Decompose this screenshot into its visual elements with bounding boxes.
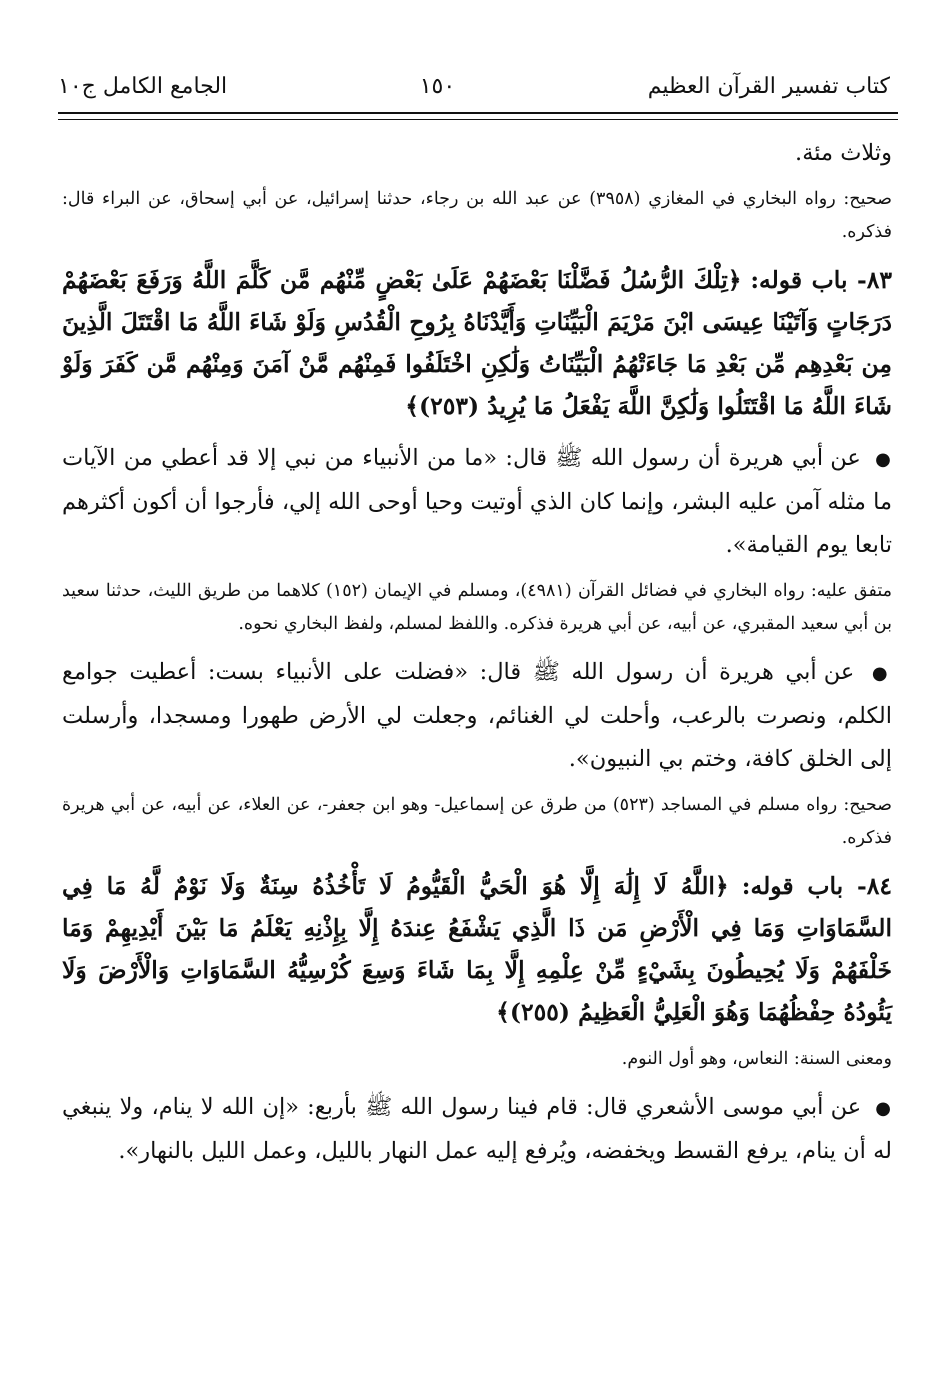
header-rule-thin (58, 119, 898, 120)
bullet-icon: ● (875, 449, 892, 470)
quran-verse-255: ﴿اللَّهُ لَا إِلَٰهَ إِلَّا هُوَ الْحَيُّ الْقَيُّومُ لَا تَأْخُذُهُ سِنَةٌ وَلَا نَوْمٌ لَّهُ مَا فِي السَّمَاوَاتِ وَمَا فِي الْأَرْضِ مَن ذَا الَّذِي يَشْفَعُ عِندَهُ إِلَّا بِإِذْنِهِ يَعْلَمُ مَا بَيْنَ أَيْدِيهِمْ وَمَا خَلْفَهُمْ وَلَا يُحِيطُونَ بِشَيْءٍ مِّنْ عِلْمِهِ إِلَّا بِمَا شَاءَ وَسِعَ كُرْسِيُّهُ السَّمَاوَاتِ وَالْأَرْضَ وَلَا يَئُودُهُ حِفْظُهُمَا وَهُوَ الْعَلِيُّ الْعَظِيمُ (٢٥٥)﴾ (62, 872, 892, 1026)
paragraph-continuation: وثلاث مئة. (795, 140, 892, 166)
takhrij-note: متفق عليه: رواه البخاري في فضائل القرآن (٤٩٨١)، ومسلم في الإيمان (١٥٢) كلاهما من طريق الليث، حدثنا سعيد بن أبي سعيد المقبري، عن أبيه، عن أبي هريرة فذكره. واللفظ لمسلم، ولفظ البخاري نحوه. (62, 581, 892, 634)
hadith-text: عن أبي هريرة أن رسول الله ﷺ قال: «ما من الأنبياء من نبي إلا قد أعطي من الآيات ما مثله آمن عليه البشر، وإنما كان الذي أوتيت وحيا أوحى الله إلي، فأرجوا أن أكون أكثرهم تابعا يوم القيامة». (62, 445, 892, 558)
page-header (58, 66, 890, 106)
page-number: ١٥٠ (419, 73, 456, 99)
takhrij-note: صحيح: رواه البخاري في المغازي (٣٩٥٨) عن عبد الله بن رجاء، حدثنا إسرائيل، عن أبي إسحاق، عن البراء قال: فذكره. (62, 189, 893, 242)
chapter-84 (62, 865, 892, 1033)
bullet-icon: ● (875, 1098, 892, 1119)
bullet-icon: ● (871, 663, 892, 684)
volume-label: الجامع الكامل ج١٠ (58, 73, 228, 99)
quran-verse-253: ﴿تِلْكَ الرُّسُلُ فَضَّلْنَا بَعْضَهُمْ عَلَىٰ بَعْضٍ مِّنْهُم مَّن كَلَّمَ اللَّهُ وَرَفَعَ بَعْضَهُمْ دَرَجَاتٍ وَآتَيْنَا عِيسَى ابْنَ مَرْيَمَ الْبَيِّنَاتِ وَأَيَّدْنَاهُ بِرُوحِ الْقُدُسِ وَلَوْ شَاءَ اللَّهُ مَا اقْتَتَلَ الَّذِينَ مِن بَعْدِهِم مِّن بَعْدِ مَا جَاءَتْهُمُ الْبَيِّنَاتُ وَلَٰكِنِ اخْتَلَفُوا فَمِنْهُم مَّنْ آمَنَ وَمِنْهُم مَّن كَفَرَ وَلَوْ شَاءَ اللَّهُ مَا اقْتَتَلُوا وَلَٰكِنَّ اللَّهَ يَفْعَلُ مَا يُرِيدُ (٢٥٣)﴾ (62, 266, 892, 420)
takhrij-note: صحيح: رواه مسلم في المساجد (٥٢٣) من طرق عن إسماعيل- وهو ابن جعفر-، عن العلاء، عن أبيه، عن أبي هريرة فذكره. (62, 795, 892, 848)
page-body (62, 132, 892, 1177)
hadith-text: عن أبي هريرة أن رسول الله ﷺ قال: «فضلت على الأنبياء بست: أعطيت جوامع الكلم، ونصرت بالرعب، وأحلت لي الغنائم، وجعلت لي الأرض طهورا ومسجدا، وأرسلت إلى الخلق كافة، وختم بي النبيون». (62, 659, 892, 772)
book-title: كتاب تفسير القرآن العظيم (647, 73, 890, 99)
hadith-paragraph (62, 437, 892, 567)
chapter-84-heading: ٨٤- باب قوله: (741, 872, 892, 900)
hadith-paragraph (62, 651, 892, 781)
hadith-paragraph (62, 1086, 892, 1173)
chapter-83-heading: ٨٣- باب قوله: (750, 266, 892, 294)
hadith-text: عن أبي موسى الأشعري قال: قام فينا رسول الله ﷺ بأربع: «إن الله لا ينام، ولا ينبغي له أن ينام، يرفع القسط ويخفضه، ويُرفع إليه عمل النهار بالليل، وعمل الليل بالنهار». (62, 1094, 892, 1164)
header-rule-thick (58, 112, 898, 114)
definition-note: ومعنى السنة: النعاس، وهو أول النوم. (621, 1049, 892, 1069)
chapter-83 (62, 259, 892, 427)
